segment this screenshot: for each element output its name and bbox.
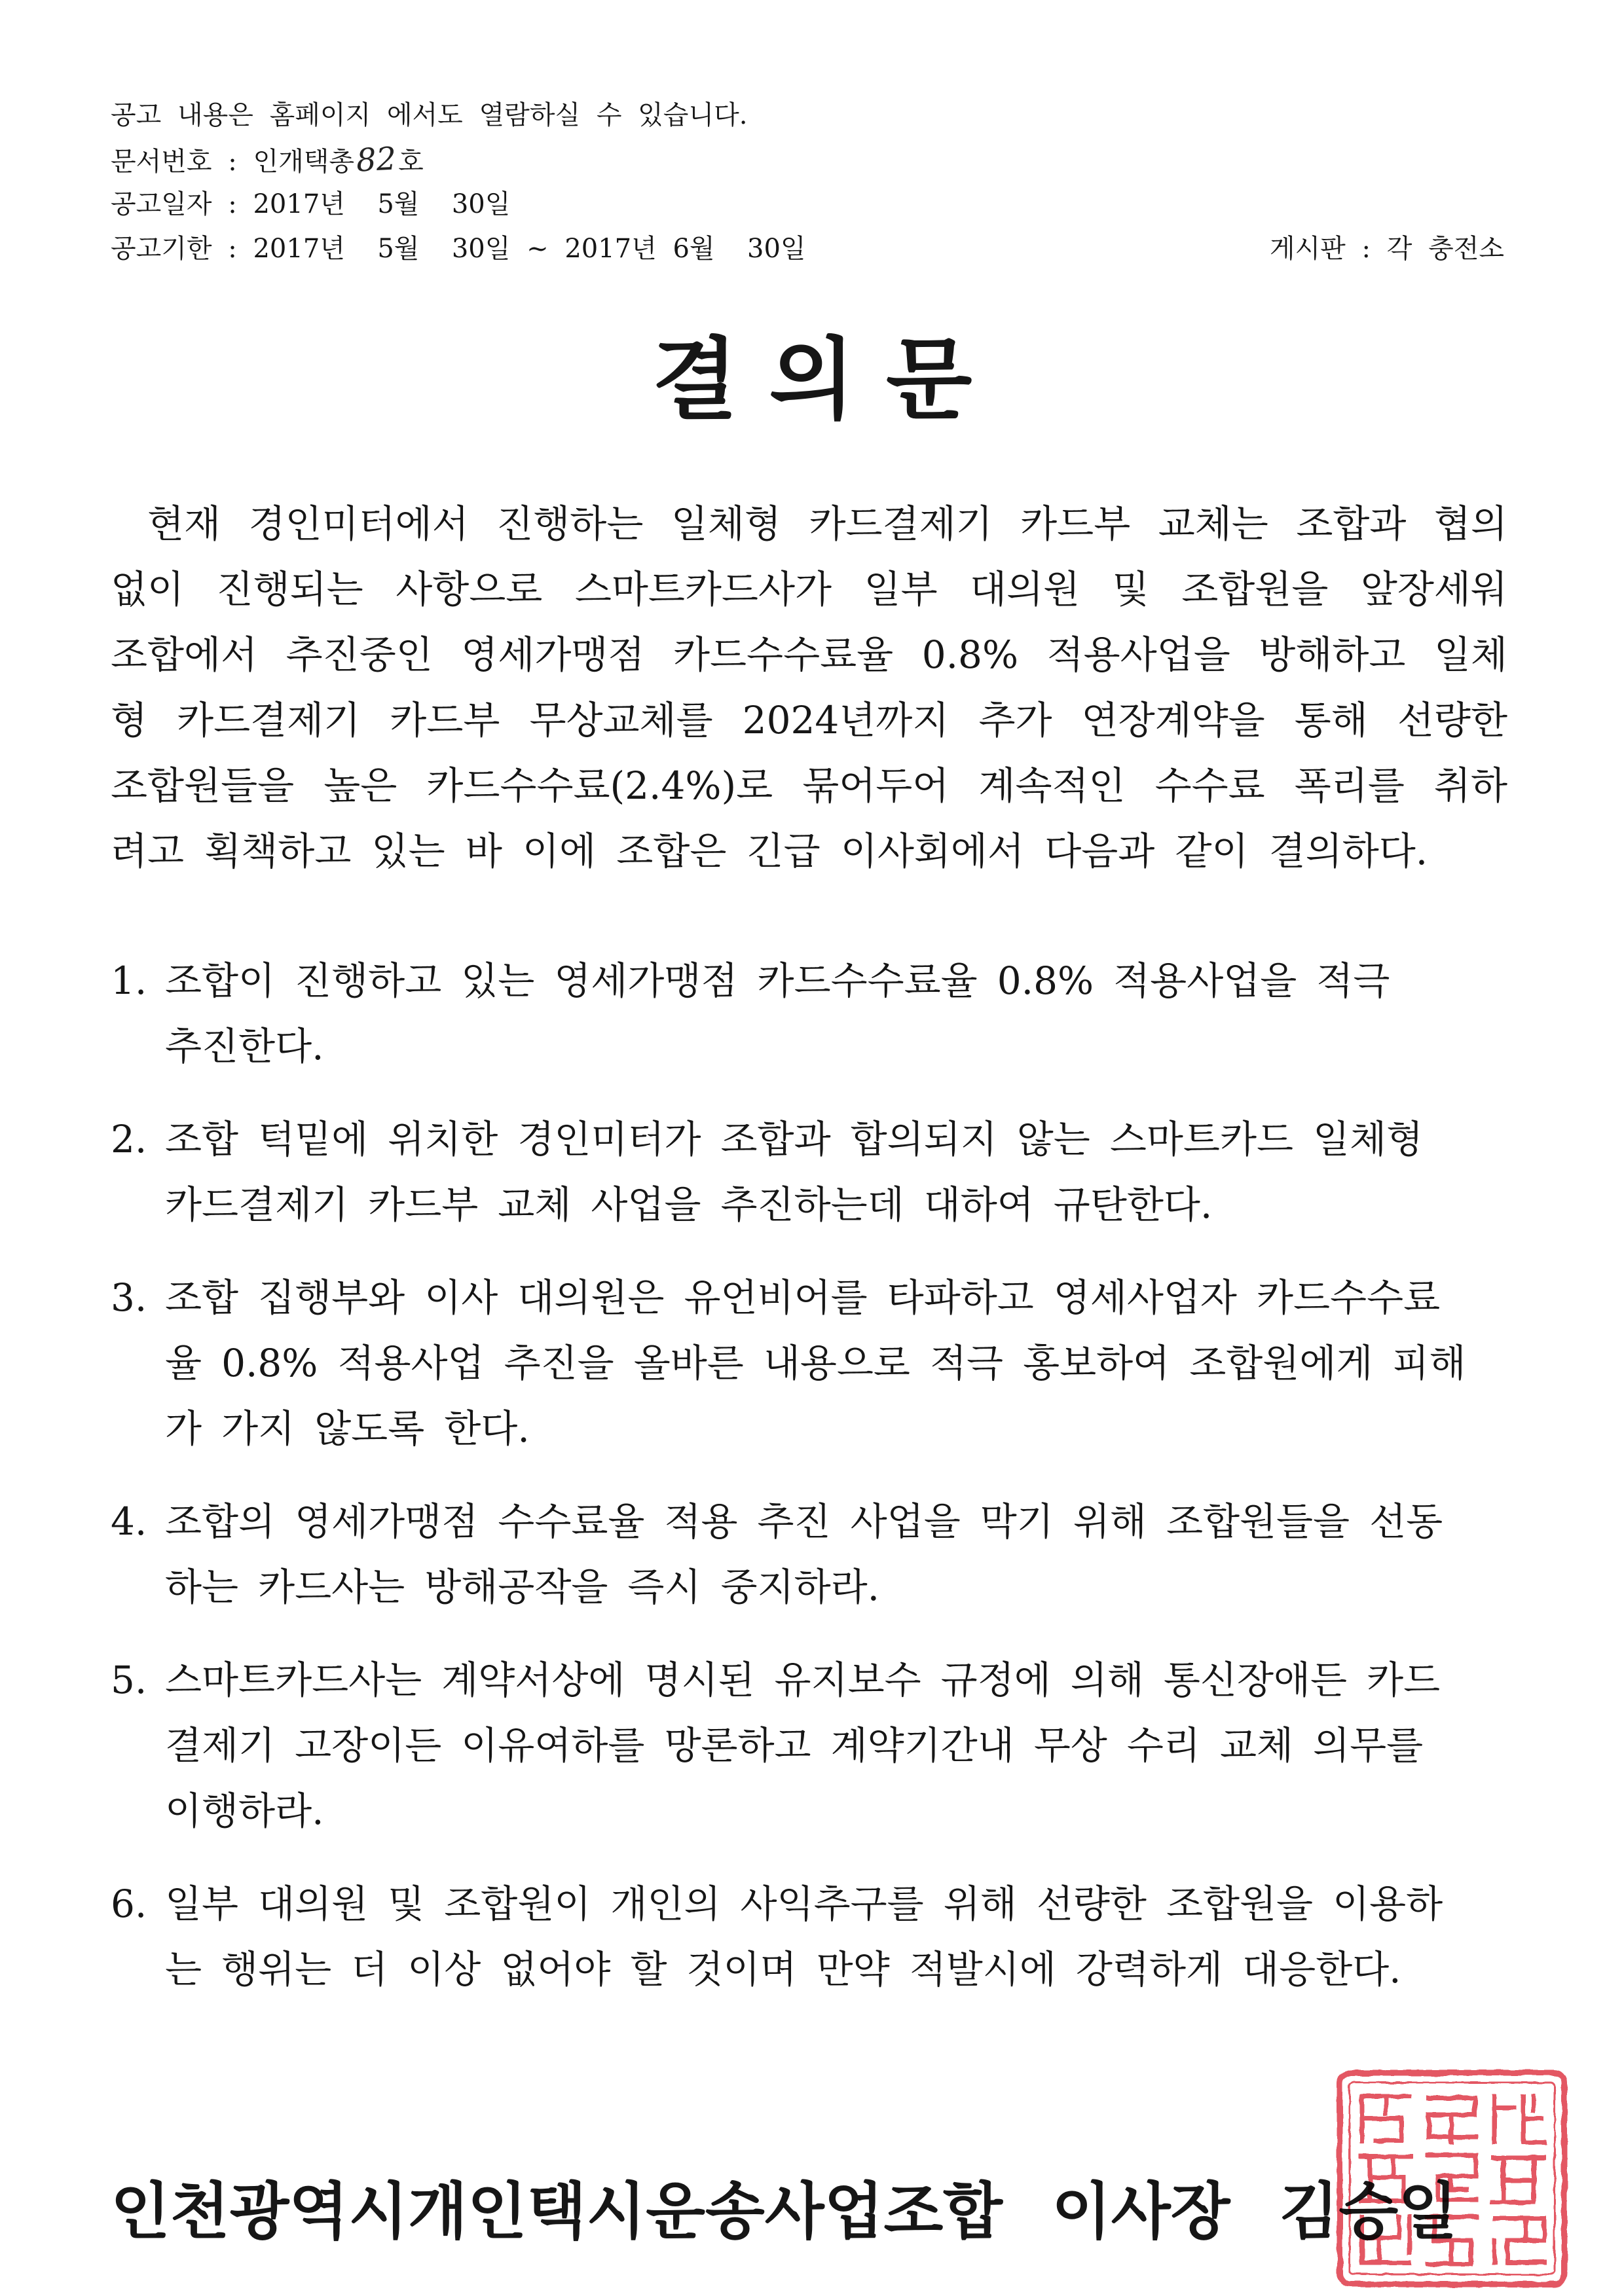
resolution-text — [165, 1647, 1525, 1844]
preamble-paragraph — [111, 491, 1507, 884]
resolution-number: 4. — [111, 1499, 147, 1544]
resolution-line: 조합 턱밑에 위치한 경인미터가 조합과 합의되지 않는 스마트카드 일체형 — [165, 1117, 1424, 1161]
seal-body — [1340, 2073, 1564, 2284]
seal-glyph — [1493, 2158, 1544, 2202]
resolution-item — [111, 1265, 1525, 1461]
resolution-line: 는 행위는 더 이상 없어야 할 것이며 만약 적발시에 강력하게 대응한다. — [165, 1947, 1401, 1992]
resolution-text — [165, 948, 1525, 1079]
posting-period: 공고기한 : 2017년 5월 30일 ~ 2017년 6월 30일 — [111, 234, 806, 264]
resolution-line: 조합 집행부와 이사 대의원은 유언비어를 타파하고 영세사업자 카드수수료 — [165, 1275, 1441, 1320]
seal-glyph — [1428, 2155, 1476, 2200]
resolution-number: 1. — [111, 958, 147, 1003]
seal-glyph — [1362, 2217, 1409, 2263]
resolution-line: 결제기 고장이든 이유여하를 망론하고 계약기간내 무상 수리 교체 의무를 — [165, 1723, 1424, 1768]
resolution-line: 율 0.8% 적용사업 추진을 올바른 내용으로 적극 홍보하여 조합원에게 피해 — [165, 1341, 1466, 1385]
notice-header — [111, 93, 1504, 271]
preamble-line: 조합원들을 높은 카드수수료(2.4%)로 묶어두어 계속적인 수수료 폭리를 취하 — [111, 763, 1507, 808]
seal-glyph — [1428, 2217, 1476, 2264]
resolution-number: 2. — [111, 1117, 147, 1161]
resolution-item — [111, 1647, 1525, 1844]
document-number-label: 문서번호 : 인개택총 — [111, 147, 355, 177]
resolution-number: 3. — [111, 1275, 147, 1320]
resolution-line: 하는 카드사는 방해공작을 즉시 중지하라. — [165, 1565, 880, 1609]
resolution-item — [111, 1489, 1525, 1620]
posting-period-row — [111, 227, 1504, 271]
resolution-text — [165, 1265, 1525, 1461]
resolution-line: 조합의 영세가맹점 수수료율 적용 추진 사업을 막기 위해 조합원들을 선동 — [165, 1499, 1443, 1544]
bulletin-board: 게시판 : 각 충전소 — [1269, 234, 1504, 264]
posting-date: 공고일자 : 2017년 5월 30일 — [111, 189, 511, 219]
resolution-line: 추진한다. — [165, 1024, 324, 1068]
resolution-line: 이행하라. — [165, 1789, 324, 1833]
resolution-text — [165, 1871, 1525, 2002]
preamble-line: 현재 경인미터에서 진행하는 일체형 카드결제기 카드부 교체는 조합과 협의 — [147, 501, 1507, 546]
resolution-line: 가 가지 않도록 한다. — [165, 1406, 530, 1451]
resolution-list — [111, 948, 1525, 2002]
resolution-line: 일부 대의원 및 조합원이 개인의 사익추구를 위해 선량한 조합원을 이용하 — [165, 1882, 1443, 1926]
preamble-line: 형 카드결제기 카드부 무상교체를 2024년까지 추가 연장계약을 통해 선량한 — [111, 698, 1507, 742]
signatory-name: 인천광역시개인택시운송사업조합 이사장 김승일 — [111, 2176, 1458, 2248]
official-seal-icon — [1336, 2069, 1568, 2288]
resolution-item — [111, 948, 1525, 1079]
resolution-item — [111, 1106, 1525, 1237]
resolution-line: 스마트카드사는 계약서상에 명시된 유지보수 규정에 의해 통신장애든 카드 — [165, 1658, 1441, 1702]
resolution-line: 카드결제기 카드부 교체 사업을 추진하는데 대하여 규탄한다. — [165, 1182, 1213, 1227]
preamble-line: 조합에서 추진중인 영세가맹점 카드수수료율 0.8% 적용사업을 방해하고 일체 — [111, 632, 1507, 677]
seal-glyph — [1362, 2096, 1409, 2141]
preamble-line: 려고 획책하고 있는 바 이에 조합은 긴급 이사회에서 다음과 같이 결의하다. — [111, 829, 1428, 873]
homepage-notice: 공고 내용은 홈페이지 에서도 열람하실 수 있습니다. — [111, 100, 748, 130]
resolution-text — [165, 1106, 1525, 1237]
preamble-line: 없이 진행되는 사항으로 스마트카드사가 일부 대의원 및 조합원을 앞장세워 — [111, 567, 1507, 611]
seal-glyph — [1361, 2157, 1411, 2201]
resolution-item — [111, 1871, 1525, 2002]
document-title: 결 의 문 — [652, 329, 972, 432]
official-seal — [1336, 2069, 1568, 2288]
resolution-text — [165, 1489, 1525, 1620]
seal-glyph — [1494, 2096, 1544, 2142]
document-number-suffix: 호 — [398, 147, 424, 177]
resolution-number: 5. — [111, 1658, 147, 1702]
document-number — [111, 137, 1504, 182]
seal-glyph — [1494, 2218, 1544, 2263]
seal-glyph — [1429, 2098, 1476, 2142]
handwritten-document-number: 82 — [355, 140, 397, 179]
resolution-number: 6. — [111, 1882, 147, 1926]
resolution-line: 조합이 진행하고 있는 영세가맹점 카드수수료율 0.8% 적용사업을 적극 — [165, 958, 1390, 1003]
